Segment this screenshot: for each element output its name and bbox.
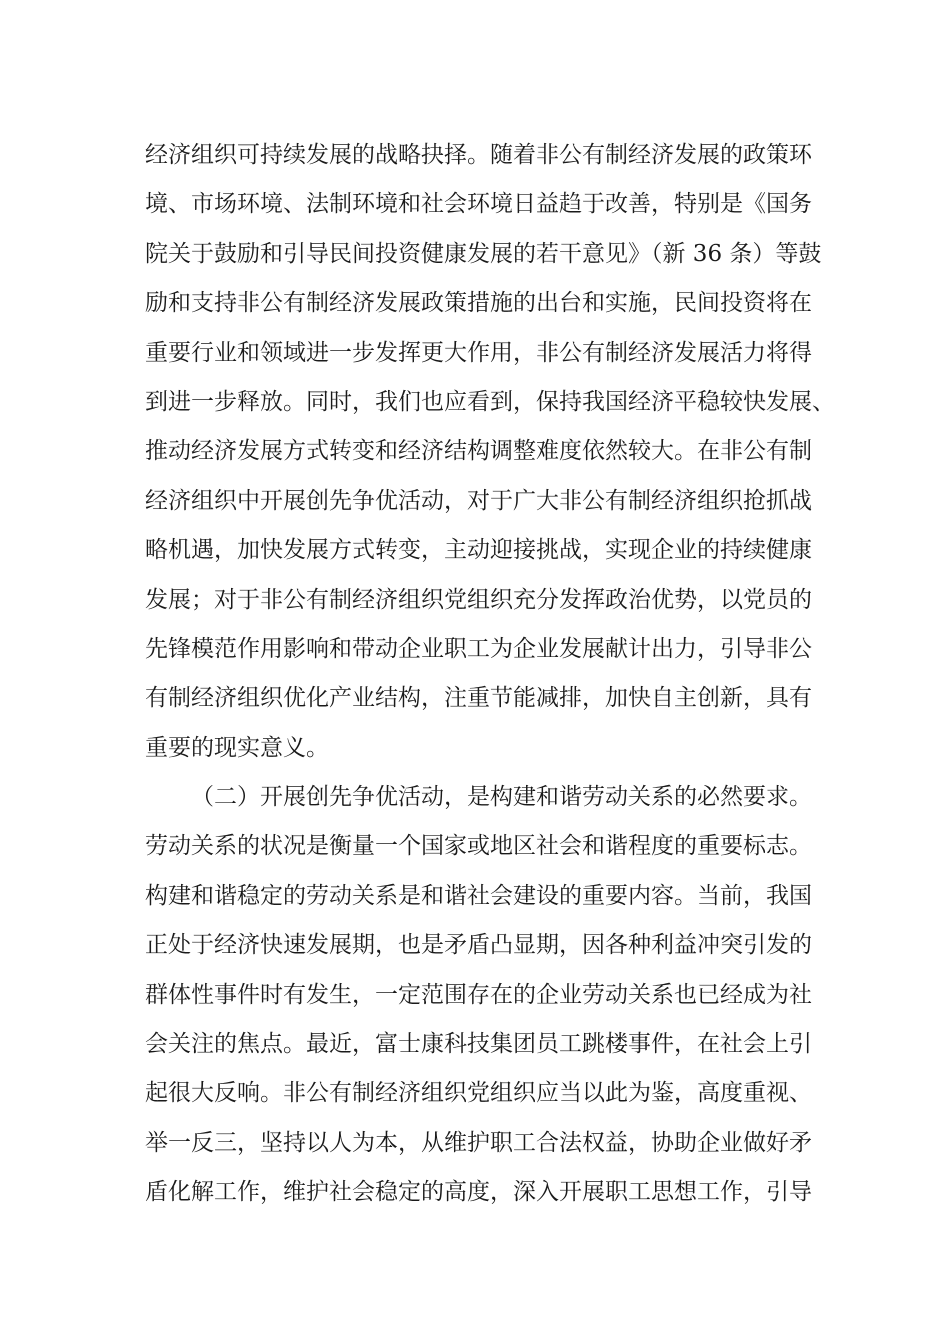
text-line: 励和支持非公有制经济发展政策措施的出台和实施，民间投资将在 xyxy=(145,290,812,317)
text-line: 举一反三，坚持以人为本，从维护职工合法权益，协助企业做好矛 xyxy=(145,1129,812,1156)
text-line: 正处于经济快速发展期，也是矛盾凸显期，因各种利益冲突引发的 xyxy=(145,932,812,959)
section-heading-line: （二）开展创先争优活动，是构建和谐劳动关系的必然要求。 xyxy=(191,784,812,811)
text-line: 到进一步释放。同时，我们也应看到，保持我国经济平稳较快发展、 xyxy=(145,388,835,415)
text-line: 院关于鼓励和引导民间投资健康发展的若干意见》（新 36 条）等鼓 xyxy=(145,240,822,267)
text-line: 境、市场环境、法制环境和社会环境日益趋于改善，特别是《国务 xyxy=(145,191,812,218)
text-line: 发展；对于非公有制经济组织党组织充分发挥政治优势，以党员的 xyxy=(145,586,812,613)
text-line: 群体性事件时有发生，一定范围存在的企业劳动关系也已经成为社 xyxy=(145,981,812,1008)
text-line: 起很大反响。非公有制经济组织党组织应当以此为鉴，高度重视、 xyxy=(145,1080,812,1107)
text-line: 盾化解工作，维护社会稳定的高度，深入开展职工思想工作，引导 xyxy=(145,1179,812,1206)
text-line: 重要的现实意义。 xyxy=(145,734,329,761)
text-line: 有制经济组织优化产业结构，注重节能减排，加快自主创新，具有 xyxy=(145,685,812,712)
text-line: 经济组织中开展创先争优活动，对于广大非公有制经济组织抢抓战 xyxy=(145,487,812,514)
text-line: 推动经济发展方式转变和经济结构调整难度依然较大。在非公有制 xyxy=(145,438,812,465)
text-line: 重要行业和领域进一步发挥更大作用，非公有制经济发展活力将得 xyxy=(145,339,812,366)
text-line: 构建和谐稳定的劳动关系是和谐社会建设的重要内容。当前，我国 xyxy=(145,882,812,909)
body-text xyxy=(145,131,835,1218)
text-line: 先锋模范作用影响和带动企业职工为企业发展献计出力，引导非公 xyxy=(145,635,812,662)
text-line: 会关注的焦点。最近，富士康科技集团员工跳楼事件，在社会上引 xyxy=(145,1031,812,1058)
text-line: 经济组织可持续发展的战略抉择。随着非公有制经济发展的政策环 xyxy=(145,142,812,168)
text-line: 劳动关系的状况是衡量一个国家或地区社会和谐程度的重要标志。 xyxy=(145,833,812,860)
text-line: 略机遇，加快发展方式转变，主动迎接挑战，实现企业的持续健康 xyxy=(145,537,812,564)
